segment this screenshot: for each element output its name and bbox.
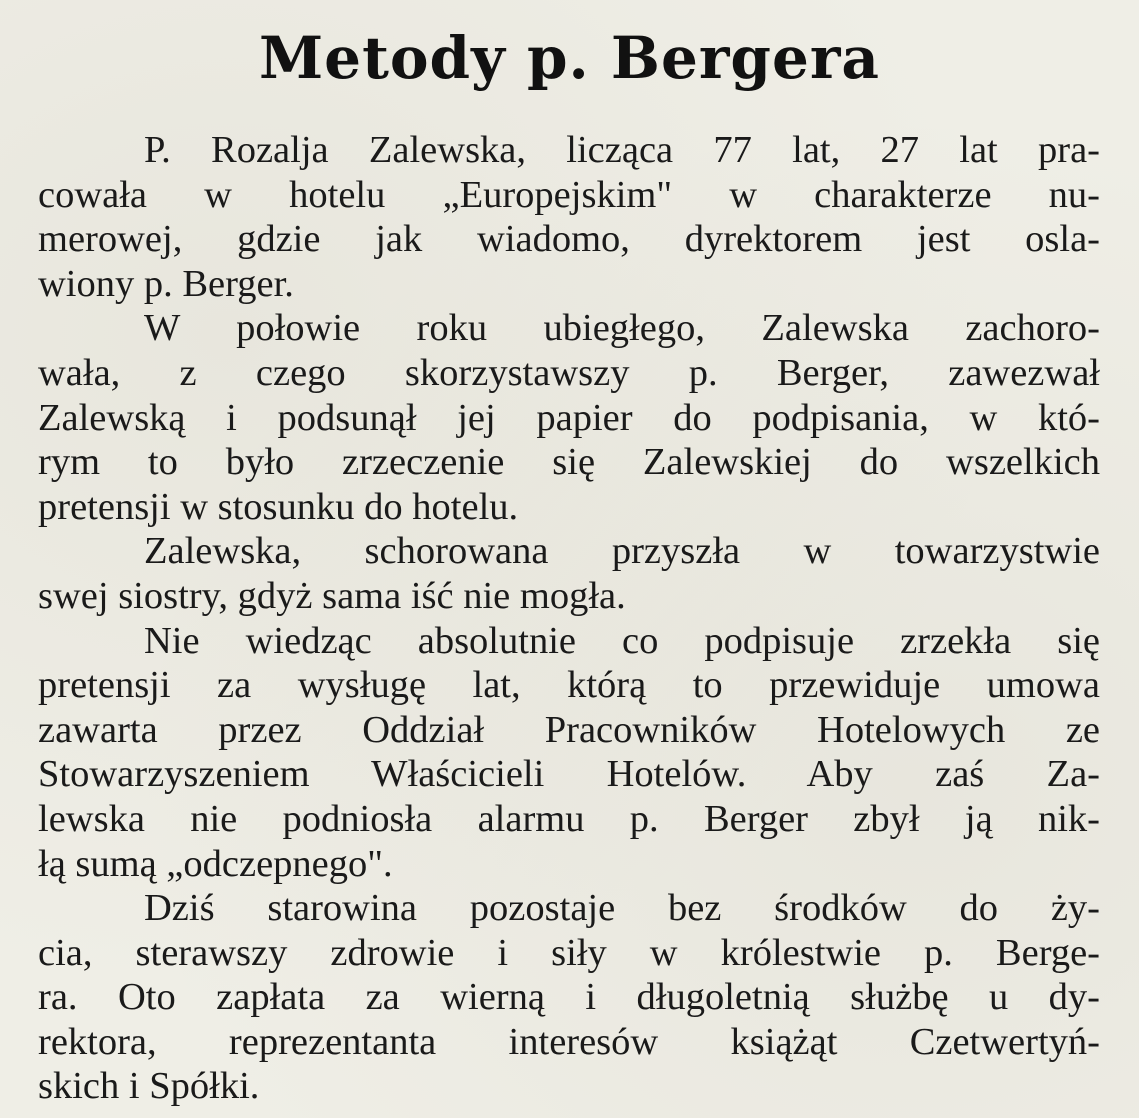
text-line: rym to było zrzeczenie się Zalewskiej do wszelkich (38, 441, 1100, 484)
text-line: ra. Oto zapłata za wierną i długoletnią służbę u dy- (38, 976, 1100, 1019)
text-line: pretensji za wysługę lat, którą to przewiduje umowa (38, 664, 1100, 707)
text-line: cowała w hotelu „Europejskim" w charakterze nu- (38, 173, 1100, 216)
text-line: cia, sterawszy zdrowie i siły w królestwie p. Berge- (38, 931, 1100, 974)
text-line: wiony p. Berger. (38, 262, 294, 305)
article-paragraph (38, 886, 1100, 1109)
text-line: rektora, reprezentanta interesów książąt Czetwertyń- (38, 1020, 1100, 1063)
text-line: wała, z czego skorzystawszy p. Berger, zawezwał (38, 351, 1100, 394)
article-title: Metody p. Bergera (258, 24, 881, 92)
text-line: Nie wiedząc absolutnie co podpisuje zrzekła się (144, 619, 1100, 662)
text-line: zawarta przez Oddział Pracowników Hotelowych ze (38, 708, 1100, 751)
article-paragraph (38, 128, 1100, 306)
article-paragraph (38, 529, 1100, 618)
text-line: P. Rozalja Zalewska, licząca 77 lat, 27 lat pra- (144, 129, 1100, 171)
text-line: merowej, gdzie jak wiadomo, dyrektorem jest osla- (38, 218, 1100, 261)
text-line: swej siostry, gdyż sama iść nie mogła. (38, 574, 626, 617)
text-line: łą sumą „odczepnego". (38, 842, 393, 885)
text-line: pretensji w stosunku do hotelu. (38, 485, 519, 528)
text-line: Zalewską i podsunął jej papier do podpisania, w któ- (38, 396, 1100, 439)
text-line: skich i Spółki. (38, 1065, 260, 1108)
article-body (38, 128, 1100, 1109)
text-line: lewska nie podniosła alarmu p. Berger zbył ją nik- (38, 797, 1100, 840)
text-line: W połowie roku ubiegłego, Zalewska zachoro- (144, 307, 1100, 350)
text-line: Dziś starowina pozostaje bez środków do ży- (144, 887, 1100, 930)
text-line: Zalewska, schorowana przyszła w towarzystwie (144, 530, 1100, 573)
text-line: Stowarzyszeniem Właścicieli Hotelów. Aby zaś Za- (38, 753, 1100, 796)
article-paragraph (38, 619, 1100, 887)
article-paragraph (38, 306, 1100, 529)
